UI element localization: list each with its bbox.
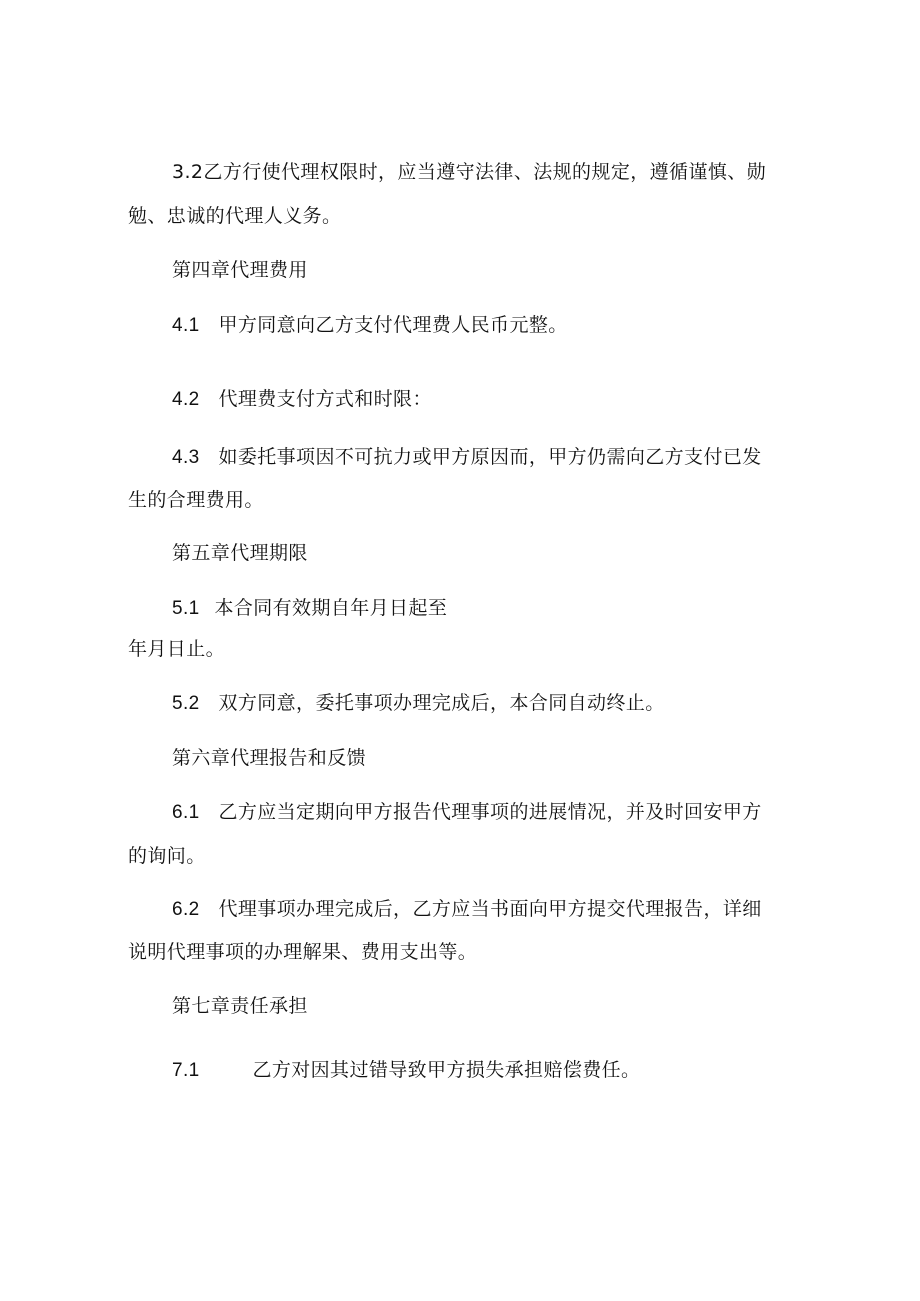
para-5-2-number: 5.2 (172, 693, 200, 714)
para-4-1 (172, 313, 568, 338)
para-5-1-number: 5.1 (172, 598, 200, 619)
para-4-3-number: 4.3 (172, 447, 200, 468)
para-6-2-text: 代理事项办理完成后，乙方应当书面向甲方提交代理报告，详细 (218, 898, 762, 920)
chapter-6-heading: 第六章代理报告和反馈 (172, 747, 367, 769)
para-5-1-text: 本合同有效期自年月日起至 (214, 597, 448, 619)
para-7-1 (172, 1058, 640, 1083)
para-4-2-number: 4.2 (172, 389, 200, 410)
para-5-1-line-2: 年月日止。 (128, 638, 226, 660)
para-6-1-line-2: 的询问。 (128, 845, 206, 867)
para-4-3-text: 如委托事项因不可抗力或甲方原因而，甲方仍需向乙方支付已发 (218, 446, 762, 468)
para-6-2-number: 6.2 (172, 899, 200, 920)
para-4-3-line-2: 生的合理费用。 (128, 489, 264, 511)
chapter-4-heading: 第四章代理费用 (172, 259, 308, 281)
para-5-2-text: 双方同意，委托事项办理完成后，本合同自动终止。 (218, 692, 665, 714)
para-7-1-number: 7.1 (172, 1060, 200, 1081)
para-4-1-text: 甲方同意向乙方支付代理费人民币元整。 (218, 314, 568, 336)
para-5-1-line-1 (172, 596, 447, 621)
chapter-7-heading: 第七章责任承担 (172, 995, 308, 1017)
para-3-2-line-2: 勉、忠诚的代理人义务。 (128, 205, 342, 227)
para-4-3-line-1 (172, 445, 762, 470)
para-4-2 (172, 387, 432, 412)
para-7-1-text: 乙方对因其过错导致甲方损失承担赔偿费任。 (252, 1059, 641, 1081)
para-4-1-number: 4.1 (172, 315, 200, 336)
para-6-1-line-1 (172, 800, 762, 825)
para-3-2-line-1: 3.2乙方行使代理权限时，应当遵守法律、法规的规定，遵循谨慎、勋 (172, 161, 767, 183)
para-6-1-text: 乙方应当定期向甲方报告代理事项的进展情况，并及时回安甲方 (218, 801, 762, 823)
para-6-1-number: 6.1 (172, 802, 200, 823)
para-6-2-line-1 (172, 897, 762, 922)
para-5-2 (172, 691, 665, 716)
para-4-2-text: 代理费支付方式和时限： (218, 388, 432, 410)
chapter-5-heading: 第五章代理期限 (172, 542, 308, 564)
para-6-2-line-2: 说明代理事项的办理解果、费用支出等。 (128, 941, 478, 963)
